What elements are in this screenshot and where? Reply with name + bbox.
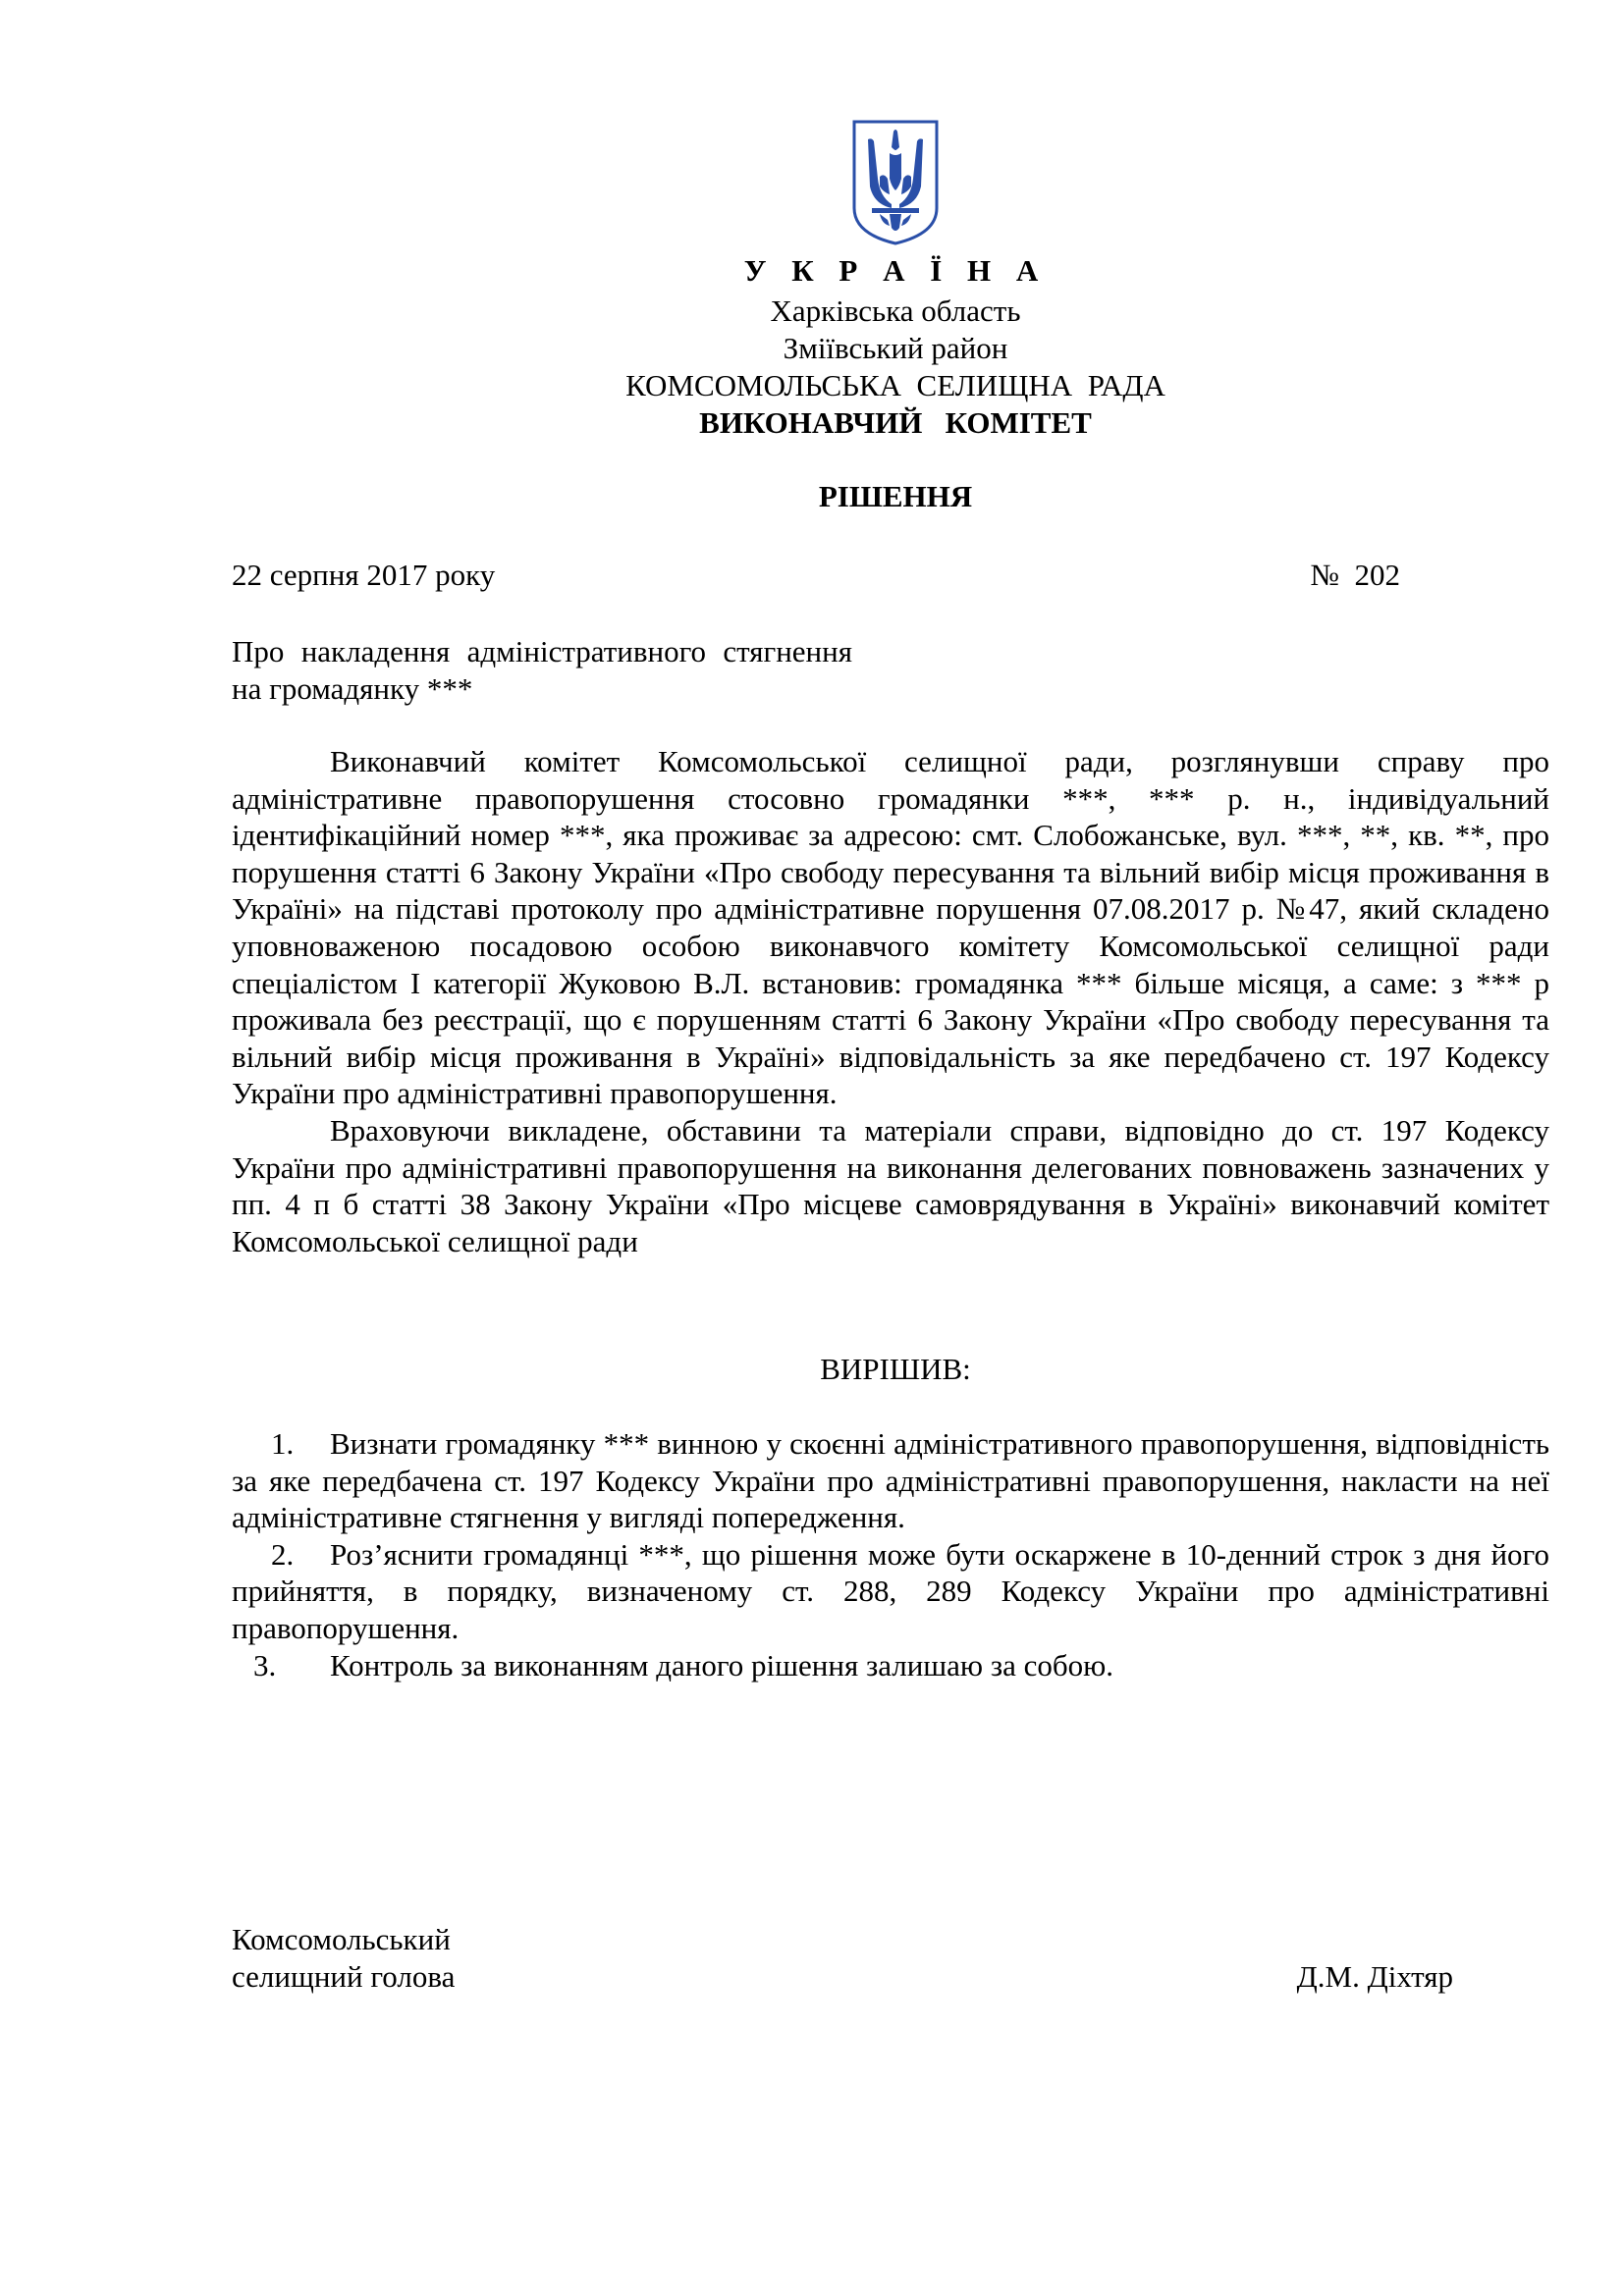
date-number-line	[232, 557, 1400, 594]
decided-heading: ВИРІШИВ:	[820, 1352, 971, 1386]
oblast-line: Харківська область	[770, 294, 1021, 328]
decision-date: 22 серпня 2017 року	[232, 558, 496, 592]
signatory-position-line: Комсомольський	[232, 1922, 451, 1956]
list-item	[232, 1536, 1549, 1647]
signatory-position	[232, 1921, 455, 1996]
item-number: 2.	[271, 1536, 295, 1572]
council-name: КОМСОМОЛЬСЬКА СЕЛИЩНА РАДА	[625, 368, 1165, 402]
body-paragraph: Виконавчий комітет Комсомольської селищної ради, розглянувши справу про адміністративне правопорушення стосовно громадянки ***, *** р. н., індивідуальний ідентифікаційний номер ***, яка проживає за адресою: смт. Слобожанське, вул. ***, **, кв. **, про порушення статті 6 Закону України «Про свободу пересування та вільний вибір місця проживання в Україні» на підставі протоколу про адміністративне порушення 07.08.2017 р. №47, який складено уповноваженою посадовою особою виконавчого комітету Комсомольської селищної ради спеціалістом І категорії Жуковою В.Л. встановив: громадянка *** більше місяця, а саме: з *** р проживала без реєстрації, що є порушенням статті 6 Закону України «Про свободу пересування та вільний вибір місця проживання в Україні» відповідальність за яке передбачено ст. 197 Кодексу України про адміністративні правопорушення.	[232, 744, 1549, 1111]
decision-items	[232, 1425, 1549, 1683]
item-text: Роз’яснити громадянці ***, що рішення може бути оскаржене в 10-денний строк з дня його прийняття, в порядку, визначеному ст. 288, 289 Кодексу України про адміністративні правопорушення.	[232, 1536, 1549, 1645]
coat-of-arms-icon	[850, 118, 941, 247]
list-item	[232, 1647, 1549, 1684]
signatory-name: Д.М. Діхтяр	[1296, 1959, 1453, 1994]
item-text: Визнати громадянку *** винною у скоєнні адміністративного правопорушення, відповідність за яке передбачена ст. 197 Кодексу України про адміністративні правопорушення, накласти на неї адміністративне стягнення у вигляді попередження.	[232, 1426, 1549, 1535]
country-heading: У К Р А Ї Н А	[743, 253, 1048, 288]
body-paragraph: Враховуючи викладене, обставини та матеріали справи, відповідно до ст. 197 Кодексу України про адміністративні правопорушення на виконання делегованих повноважень зазначених у пп. 4 п б статті 38 Закону України «Про місцеве самоврядування в Україні» виконавчий комітет Комсомольської селищної ради	[232, 1112, 1549, 1258]
decision-number: № 202	[1310, 558, 1400, 592]
list-item	[232, 1425, 1549, 1536]
item-text: Контроль за виконанням даного рішення залишаю за собою.	[330, 1647, 1114, 1682]
committee-name: ВИКОНАВЧИЙ КОМІТЕТ	[699, 405, 1092, 440]
decision-subject: Про накладення адміністративного стягнення на громадянку ***	[232, 634, 852, 706]
item-number: 3.	[253, 1647, 277, 1682]
signatory-position-line: селищний голова	[232, 1959, 456, 1994]
document-title: РІШЕННЯ	[818, 479, 973, 513]
decision-body	[232, 743, 1549, 1259]
raion-line: Зміївський район	[783, 331, 1008, 365]
item-number: 1.	[271, 1426, 295, 1461]
